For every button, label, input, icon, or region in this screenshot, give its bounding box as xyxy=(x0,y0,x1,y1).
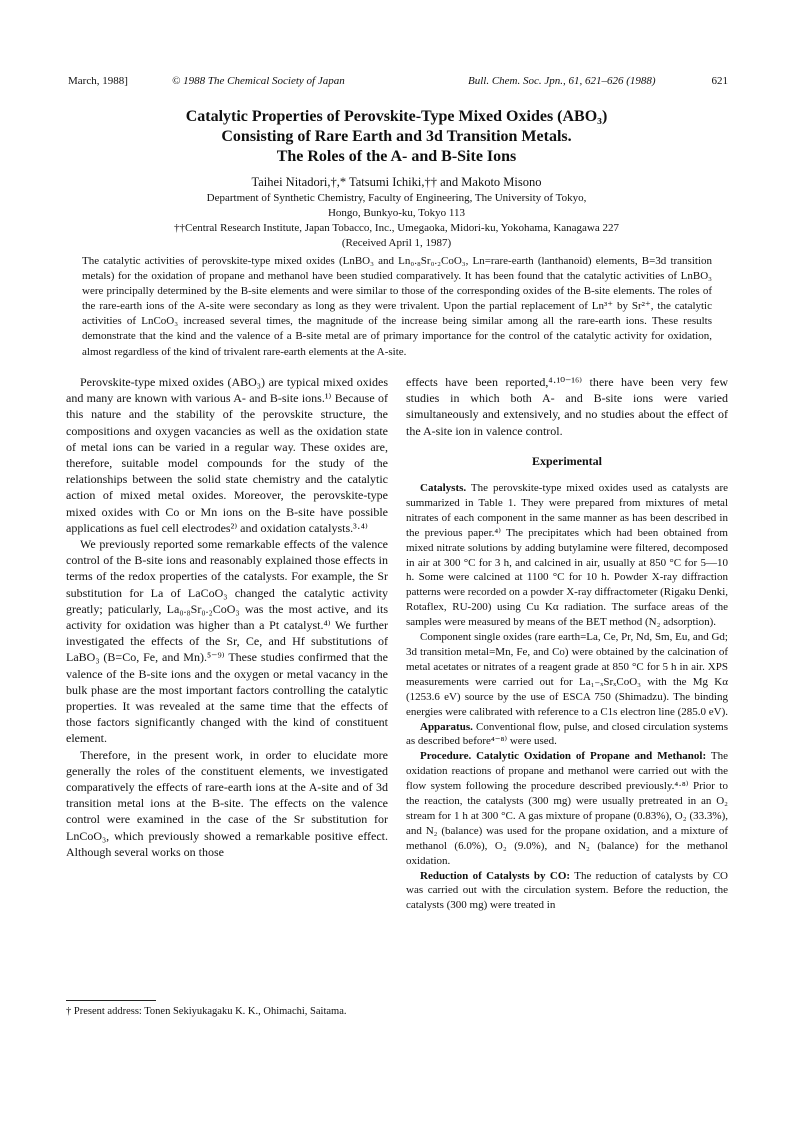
right-column xyxy=(406,374,728,913)
affiliations xyxy=(80,191,713,251)
paragraph-text: The reduction of catalysts by CO was carried out with the circulation system. Before the reduction, the catalysts (300 mg) were treated in xyxy=(406,869,728,912)
journal-citation: Bull. Chem. Soc. Jpn., 61, 621–626 (1988) xyxy=(468,75,656,87)
copyright-notice: © 1988 The Chemical Society of Japan xyxy=(172,75,345,87)
article-title xyxy=(90,107,703,167)
paragraph-text: Conventional flow, pulse, and closed circulation systems as described before⁴⁻⁸⁾ were used. xyxy=(406,720,728,748)
issue-date: March, 1988] xyxy=(68,75,128,87)
body-paragraph: Perovskite-type mixed oxides (ABO₃) are typical mixed oxides and many are known with various A- and B-site ions.¹⁾ Because of this nature and the stability of the perovskite structure, the compositions and oxygen vacancies as well as the oxidation state of metal ions can be varied in a regular way. These oxides are, therefore, suitable model compounds for the study of the relationships between the solid state chemistry and the catalytic action of mixed metal oxides. Moreover, the perovskite-type mixed oxides with Co or Mn ions on the B-site have possible applications as fuel cell electrodes²⁾ and oxidation catalysts.³·⁴⁾ xyxy=(66,375,388,535)
affiliation-line: Department of Synthetic Chemistry, Faculty of Engineering, The University of Tokyo, xyxy=(206,192,587,204)
section-heading: Experimental xyxy=(532,453,602,468)
body-paragraph: We previously reported some remarkable effects of the valence control of the B-site ions and reasonably explained those effects in terms of the redox properties of the catalysts. For example, the Sr substitution for La of LaCoO₃ changed the catalytic activity greatly; paticularly, La₀.₈Sr₀.₂CoO₃ was the most active, and its activity for oxidation was higher than a Pt catalyst.⁴⁾ We further investigated the effects of the Sr, Ce, and Hf substitutions of LaBO₃ (B=Co, Fe, and Mn).⁵⁻⁹⁾ These studies confirmed that the valence of the B-site ions and the oxygen or metal vacancy in the bulk phase are the most important factors controlling the catalytic properties. It was revealed at the same time that the effects of those factors significantly changed with the kind of constituent element. xyxy=(66,537,388,746)
runin-heading: Reduction of Catalysts by CO: xyxy=(420,869,571,882)
body-paragraph: effects have been reported,⁴·¹⁰⁻¹⁶⁾ there have been very few studies in which both A- and B-site ions were varied simultaneously and extensively, and no studies about the effect of the A-site ion in valence control. xyxy=(406,375,728,438)
runin-heading: Catalysts. xyxy=(420,482,467,495)
body-paragraph xyxy=(406,720,728,750)
paragraph-text: The perovskite-type mixed oxides used as catalysts are summarized in Table 1. They were prepared from mixtures of metal nitrates of each component in the same manner as has been described in the previous paper.⁴⁾ The precipitates which had been obtained from mixed nitrate solutions by adding butylamine were filtered, decomposed in air at 300 °C for 3 h, and calcined in air, usually at 850 °C for 5—10 h. Some were calcined at 1100 °C for 10 h. Powder X-ray diffraction patterns were recorded on a powder X-ray diffractometer (Rigaku Denki, Rotaflex, RU-200) using Cu Kα radiation. The surface areas of the samples were measured by means of the BET method (N₂ adsorption). xyxy=(406,482,728,629)
abstract: The catalytic activities of perovskite-type mixed oxides (LnBO₃ and Ln₀.₈Sr₀.₂CoO₃, Ln=rare-earth (lanthanoid) elements, B=3d transition metals) for the oxidation of propane and methanol have been studied comparatively. It has been found that the catalytic activities of LnBO₃ were principally determined by the B-site elements and were similar to those of the corresponding oxides of the B-site elements. The roles of the rare-earth ions of the A-site were secondary as long as they were trivalent. Upon the partial replacement of Ln³⁺ by Sr²⁺, the catalytic activities of LnCoO₃ increased several times, the magnitude of the increase being similar among all the rare-earth ions. These results demonstrate that the kind and the valence of a B-site metal are of primary importance for the control of the catalytic activity for oxidation, almost regardless of the kind of trivalent rare-earth elements at the A-site. xyxy=(82,255,712,358)
body-paragraph: Component single oxides (rare earth=La, Ce, Pr, Nd, Sm, Eu, and Gd; 3d transition metal=Mn, Fe, and Co) were obtained by the calcination of metal acetates or nitrates of a reagent grade at 850 °C for 5 h in air. XPS measurements were carried out for La₁₋ₓSrₓCoO₃ with the Mg Kα (1253.6 eV) source by the use of ESCA 750 (Shimadzu). The binding energies were calibrated with reference to a C1s electron line (285.0 eV). xyxy=(406,631,729,718)
paragraph-text: The oxidation reactions of propane and methanol were carried out with the flow system following the procedure described previously.⁴·⁸⁾ Prior to the reaction, the catalysts (300 mg) were usually pretreated in an O₂ stream for 1 h at 300 °C. A gas mixture of propane (0.83%), O₂ (33.3%), and N₂ (balance) was used for the propane oxidation, and a mixture of methanol (6.0%), O₂ (9.0%), and N₂ (balance) for the methanol oxidation. xyxy=(406,750,728,867)
title-line: The Roles of the A- and B-Site Ions xyxy=(276,148,517,165)
footnote-divider xyxy=(66,1000,156,1001)
left-column xyxy=(66,374,388,860)
runin-heading: Procedure. Catalytic Oxidation of Propane and Methanol: xyxy=(420,750,707,763)
body-paragraph: Therefore, in the present work, in order to elucidate more generally the roles of the constituent elements, we investigated comparatively the effects of rare-earth ions at the A-site and of 3d transition metal ions at the B-site. The effects on the valence control were examined in the case of the Sr substitution for LnCoO₃, which previously showed a remarkable positive effect. Although several works on those xyxy=(66,747,388,859)
runin-heading: Apparatus. xyxy=(420,720,473,733)
title-line: Consisting of Rare Earth and 3d Transition Metals. xyxy=(221,128,572,145)
body-paragraph xyxy=(406,869,728,914)
author-list: Taihei Nitadori,†,* Tatsumi Ichiki,†† and Makoto Misono xyxy=(251,175,542,189)
affiliation-line: Hongo, Bunkyo-ku, Tokyo 113 xyxy=(327,207,466,219)
title-line: Catalytic Properties of Perovskite-Type Mixed Oxides (ABO₃) xyxy=(185,108,608,125)
page-number: 621 xyxy=(711,75,728,87)
body-paragraph xyxy=(406,749,728,868)
affiliation-line: ††Central Research Institute, Japan Tobacco, Inc., Umegaoka, Midori-ku, Yokohama, Kanagawa 227 xyxy=(173,222,620,234)
received-date: (Received April 1, 1987) xyxy=(341,237,452,249)
body-paragraph xyxy=(406,481,728,630)
footnote: † Present address: Tonen Sekiyukagaku K. K., Ohimachi, Saitama. xyxy=(66,1006,347,1017)
running-head xyxy=(68,73,728,89)
